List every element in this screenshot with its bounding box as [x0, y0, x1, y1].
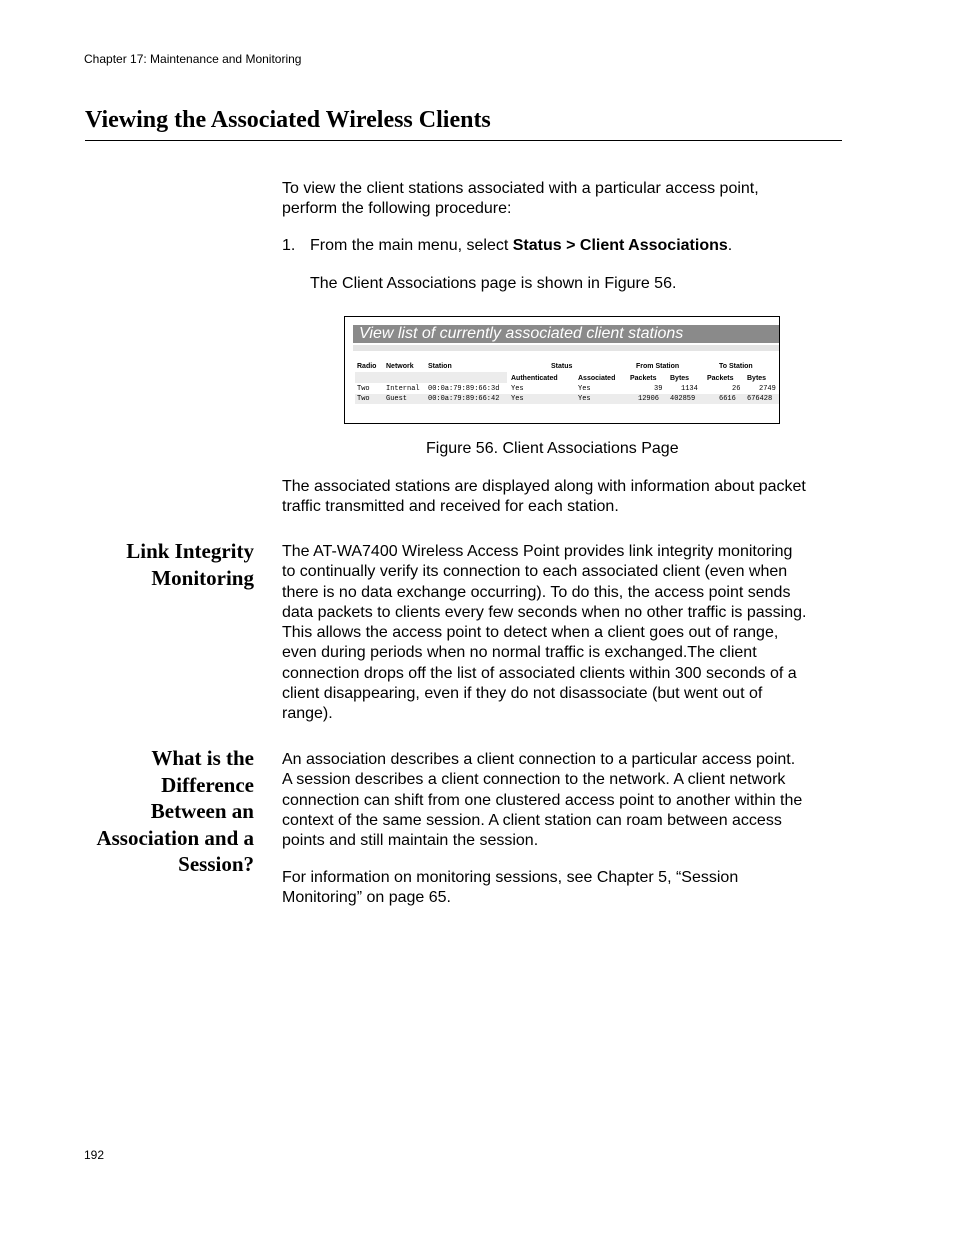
heading-line: Monitoring — [151, 565, 254, 590]
col-from-bytes-header: Bytes — [670, 375, 690, 382]
heading-line: Link Integrity — [126, 539, 254, 563]
paragraph-line: connection drops off the list of associated clients within 300 seconds of a — [282, 664, 797, 682]
table-cell: 402859 — [670, 395, 696, 403]
after-figure-line: traffic transmitted and received for each station. — [282, 498, 619, 516]
table-row — [355, 394, 779, 404]
table-cell: 12906 — [638, 395, 660, 403]
step-number: 1. — [282, 237, 296, 254]
table-cell: Two — [357, 395, 370, 403]
table-cell: Yes — [511, 385, 524, 393]
col-authenticated-header: Authenticated — [511, 375, 558, 382]
intro-line: perform the following procedure: — [282, 200, 512, 218]
intro-paragraph — [282, 179, 759, 220]
paragraph-line: A session describes a client connection to the network. A client network — [282, 771, 786, 789]
table-cell: Yes — [578, 385, 591, 393]
col-status-header: Status — [551, 363, 573, 370]
table-cell: Yes — [578, 395, 591, 403]
table-cell: 00:0a:79:89:66:42 — [428, 395, 500, 403]
paragraph-line: data packets to clients every few seconds when no other traffic is passing. — [282, 603, 807, 621]
paragraph-line: range). — [282, 705, 333, 723]
association-paragraph — [282, 750, 802, 851]
table-cell: 676428 — [747, 395, 773, 403]
table-cell: 26 — [732, 385, 741, 393]
difference-heading — [96, 745, 254, 878]
col-from-station-header: From Station — [636, 363, 680, 370]
section-title: Viewing the Associated Wireless Clients — [85, 107, 491, 133]
link-integrity-paragraph — [282, 542, 806, 725]
subheader-band — [355, 372, 507, 383]
paragraph-line: For information on monitoring sessions, see Chapter 5, “Session — [282, 869, 739, 886]
step-1-text — [310, 236, 732, 256]
table-cell: Internal — [386, 385, 420, 393]
col-radio-header: Radio — [357, 363, 377, 370]
table-cell: 39 — [654, 385, 663, 393]
figure-banner: View list of currently associated client stations — [353, 325, 779, 343]
col-associated-header: Associated — [578, 375, 616, 382]
col-to-packets-header: Packets — [707, 375, 734, 382]
paragraph-line: This allows the access point to detect when a client goes out of range, — [282, 624, 779, 642]
heading-line: What is the — [151, 746, 254, 770]
client-associations-figure — [344, 316, 780, 424]
heading-line: Between an — [150, 799, 254, 823]
paragraph-line: to continually verify its connection to each associated client (even when — [282, 563, 788, 581]
menu-path: Status > Client Associations — [512, 237, 728, 254]
paragraph-line: context of the same session. A client station can roam between access — [282, 811, 782, 829]
after-figure-paragraph — [282, 477, 806, 518]
heading-line: Difference — [161, 772, 254, 797]
table-cell: Guest — [386, 395, 408, 403]
paragraph-line: there is no data exchange occurring). To do this, the access point sends — [282, 583, 791, 601]
heading-line: Session? — [178, 852, 254, 876]
table-cell: Two — [357, 385, 370, 393]
paragraph-line: client disappearing, even if they do not disassociate (but went out of — [282, 685, 763, 703]
intro-line: To view the client stations associated with a particular access point, — [282, 180, 759, 197]
sessions-reference-paragraph — [282, 868, 738, 909]
page-number: 192 — [84, 1148, 105, 1162]
paragraph-line: The AT-WA7400 Wireless Access Point provides link integrity monitoring — [282, 543, 793, 560]
table-cell: 00:0a:79:89:66:3d — [428, 385, 500, 393]
table-cell: 6616 — [719, 395, 736, 403]
col-station-header: Station — [428, 363, 452, 370]
step-1-prefix: From the main menu, select — [310, 237, 513, 254]
after-figure-line: The associated stations are displayed along with information about packet — [282, 478, 806, 495]
table-cell: 2749 — [759, 385, 776, 393]
col-from-packets-header: Packets — [630, 375, 657, 382]
paragraph-line: points and still maintain the session. — [282, 832, 539, 850]
title-rule — [85, 140, 842, 141]
col-network-header: Network — [386, 363, 414, 370]
col-to-bytes-header: Bytes — [747, 375, 767, 382]
heading-line: Association and a — [96, 825, 254, 850]
figure-banner-gap — [353, 345, 779, 351]
col-to-station-header: To Station — [719, 363, 753, 370]
figure-caption: Figure 56. Client Associations Page — [426, 440, 679, 457]
paragraph-line: even during periods when no normal traffic is exchanged.The client — [282, 644, 757, 662]
paragraph-line: Monitoring” on page 65. — [282, 889, 451, 907]
table-cell: 1134 — [681, 385, 698, 393]
table-cell: Yes — [511, 395, 524, 403]
link-integrity-heading — [126, 538, 254, 591]
step-1-suffix: . — [727, 237, 733, 254]
running-head: Chapter 17: Maintenance and Monitoring — [84, 52, 302, 66]
paragraph-line: An association describes a client connection to a particular access point. — [282, 751, 796, 768]
step-1-note: The Client Associations page is shown in Figure 56. — [310, 275, 677, 292]
paragraph-line: connection can shift from one clustered access point to another within the — [282, 791, 803, 809]
